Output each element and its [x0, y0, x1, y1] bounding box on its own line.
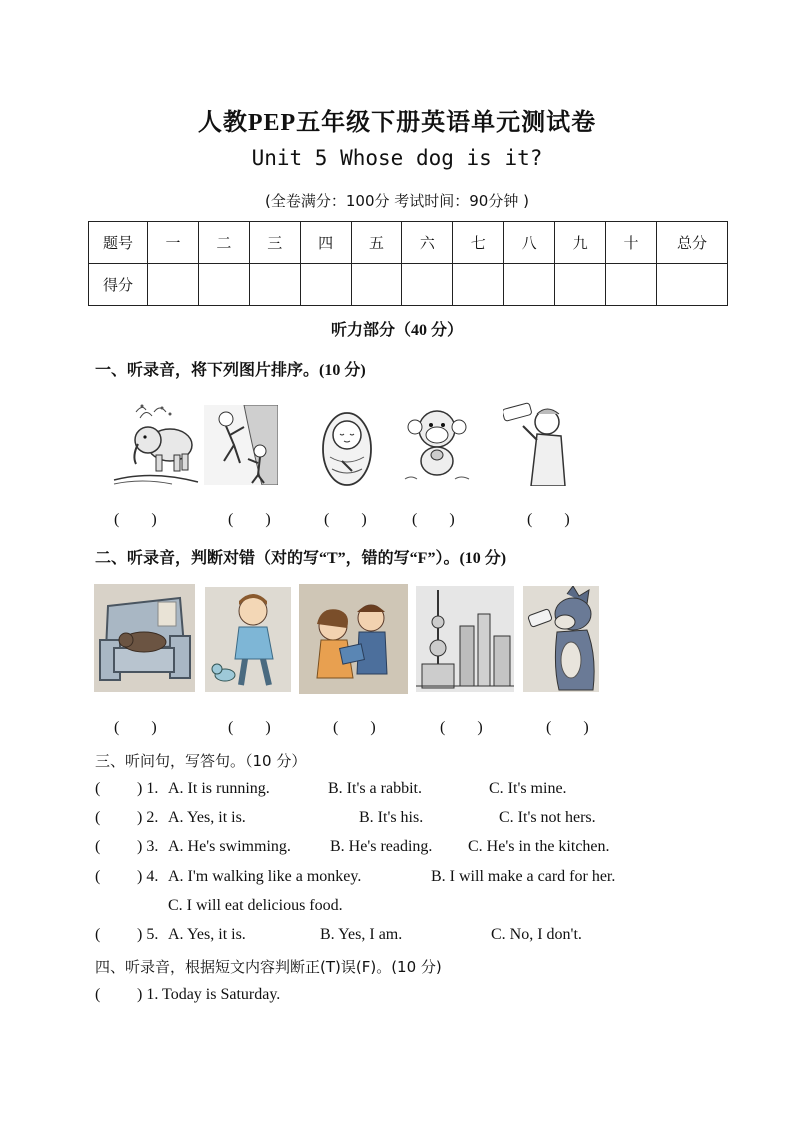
option-c: C. No, I don't. — [491, 926, 582, 943]
question-row — [95, 868, 616, 886]
score-input-cell[interactable] — [555, 264, 606, 306]
answer-blank[interactable]: ( ) — [527, 511, 570, 528]
elephant-drinking-icon — [112, 400, 200, 486]
question-number: ) 1. — [137, 780, 159, 797]
question-number: ) 3. — [137, 838, 159, 855]
answer-blank[interactable]: ( ) — [324, 511, 367, 528]
option-b: B. I will make a card for her. — [431, 868, 616, 885]
score-input-cell[interactable] — [402, 264, 453, 306]
score-input-cell[interactable] — [148, 264, 199, 306]
baby-sleeping-icon — [318, 405, 376, 487]
unit-subtitle: Unit 5 Whose dog is it? — [251, 146, 543, 170]
question-row — [95, 926, 582, 944]
answer-blank[interactable]: ( ) — [333, 719, 376, 736]
option-a: A. It is running. — [168, 780, 270, 797]
question-number: ) 5. — [137, 926, 159, 943]
option-b: B. It's a rabbit. — [328, 780, 422, 797]
score-input-cell[interactable] — [606, 264, 657, 306]
score-header-cell: 题号 — [89, 222, 148, 264]
cat-drinking — [523, 586, 599, 692]
answer-paren[interactable]: ( — [95, 809, 101, 826]
score-table — [88, 221, 728, 306]
option-a: A. He's swimming. — [168, 838, 291, 855]
score-header-row — [89, 222, 728, 264]
score-header-cell: 八 — [504, 222, 555, 264]
city-skyline — [416, 586, 514, 692]
section1-heading: 一、听录音，将下列图片排序。(10 分) — [95, 362, 366, 379]
score-header-cell: 一 — [148, 222, 199, 264]
answer-blank[interactable]: ( ) — [546, 719, 589, 736]
answer-blank[interactable]: ( ) — [228, 719, 271, 736]
score-header-cell: 三 — [249, 222, 300, 264]
page-title: 人教PEP五年级下册英语单元测试卷 — [197, 110, 597, 136]
option-c: C. It's mine. — [489, 780, 567, 797]
section2-heading: 二、听录音，判断对错（对的写“T”，错的写“F”）。(10 分) — [95, 550, 507, 567]
answer-paren[interactable]: ( — [95, 838, 101, 855]
option-a: A. Yes, it is. — [168, 926, 246, 943]
answer-paren[interactable]: ( — [95, 868, 101, 885]
option-b: B. Yes, I am. — [320, 926, 403, 943]
score-input-cell[interactable] — [300, 264, 351, 306]
score-header-cell: 九 — [555, 222, 606, 264]
score-header-cell: 二 — [198, 222, 249, 264]
option-a: A. Yes, it is. — [168, 809, 246, 826]
option-b: B. He's reading. — [330, 838, 433, 855]
boy-with-cat — [205, 587, 291, 692]
score-input-cell[interactable] — [351, 264, 402, 306]
score-header-cell: 七 — [453, 222, 504, 264]
question-row — [95, 780, 567, 798]
monkey-eating-icon — [397, 403, 479, 485]
answer-blank[interactable]: ( ) — [114, 511, 157, 528]
boy-and-girl-with-book — [299, 584, 408, 694]
question-number: ) 2. — [137, 809, 159, 826]
section4-heading: 四、听录音，根据短文内容判断正(T)误(F)。(10 分) — [95, 958, 442, 976]
score-header-cell: 五 — [351, 222, 402, 264]
boy-drinking-icon — [503, 400, 571, 486]
score-input-cell[interactable] — [198, 264, 249, 306]
score-input-cell[interactable] — [249, 264, 300, 306]
statement-text: ) 1. Today is Saturday. — [137, 986, 281, 1003]
score-row-label: 得分 — [89, 264, 148, 306]
listening-section-title: 听力部分（40 分） — [330, 322, 463, 339]
option-c: C. He's in the kitchen. — [468, 838, 610, 855]
answer-paren[interactable]: ( — [95, 926, 101, 943]
answer-blank[interactable]: ( ) — [412, 511, 455, 528]
score-header-cell: 六 — [402, 222, 453, 264]
answer-paren[interactable]: ( — [95, 780, 101, 797]
score-header-cell: 总分 — [657, 222, 728, 264]
answer-blank[interactable]: ( ) — [440, 719, 483, 736]
children-climbing-icon — [204, 405, 278, 485]
score-value-row — [89, 264, 728, 306]
option-b: B. It's his. — [359, 809, 424, 826]
option-c: C. It's not hers. — [499, 809, 596, 826]
option-c: C. I will eat delicious food. — [168, 897, 343, 914]
question-number: ) 4. — [137, 868, 159, 885]
exam-meta: (全卷满分：100分 考试时间：90分钟 ) — [265, 192, 529, 210]
score-header-cell: 四 — [300, 222, 351, 264]
dog-sleeping-on-sofa — [94, 584, 195, 692]
question-row — [95, 986, 281, 1004]
score-header-cell: 十 — [606, 222, 657, 264]
score-input-cell[interactable] — [453, 264, 504, 306]
answer-blank[interactable]: ( ) — [228, 511, 271, 528]
score-input-cell[interactable] — [657, 264, 728, 306]
question-row — [95, 838, 610, 856]
answer-blank[interactable]: ( ) — [114, 719, 157, 736]
score-input-cell[interactable] — [504, 264, 555, 306]
section3-heading: 三、听问句，写答句。（10 分） — [95, 752, 307, 770]
question-row — [95, 809, 596, 827]
answer-paren[interactable]: ( — [95, 986, 101, 1003]
option-a: A. I'm walking like a monkey. — [168, 868, 362, 885]
